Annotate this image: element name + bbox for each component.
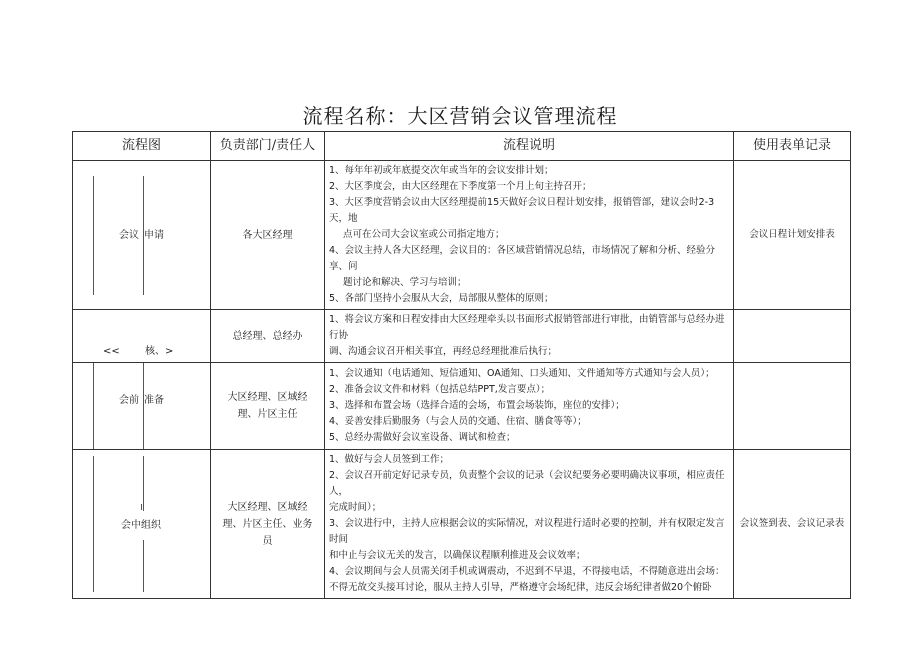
desc-cell bbox=[325, 310, 734, 363]
desc-line: 点可在公司大会议室或公司指定地方； bbox=[343, 229, 505, 240]
flow-line bbox=[93, 176, 94, 295]
flow-line bbox=[143, 540, 144, 592]
desc-cell bbox=[325, 450, 734, 599]
form-cell: 会议日程计划安排表 bbox=[734, 161, 851, 310]
desc-line: 2、准备会议文件和材料（包括总结PPT,发言要点）； bbox=[329, 384, 551, 395]
table-row bbox=[73, 310, 851, 363]
desc-cell bbox=[325, 161, 734, 310]
table-row bbox=[73, 450, 851, 599]
dept-cell: 总经理、总经办 bbox=[211, 310, 325, 363]
table-row bbox=[73, 363, 851, 450]
flow-label-prepare: 准备 bbox=[144, 395, 164, 406]
flow-line bbox=[143, 456, 144, 511]
desc-line: 4、会议期间与会人员需关闭手机或调震动，不迟到不早退，不得接电话，不得随意进出会场： bbox=[329, 566, 725, 577]
desc-line: 1、做好与会人员签到工作； bbox=[329, 454, 450, 465]
desc-line: 4、会议主持人各大区经理，会议目的：各区域营销情况总结，市场情况了解和分析、经验分享、问 bbox=[329, 245, 716, 272]
dept-cell: 大区经理、区域经理、片区主任 bbox=[211, 363, 325, 450]
table-row bbox=[73, 161, 851, 310]
flow-label-arrow: << bbox=[103, 345, 120, 357]
header-department: 负责部门/责任人 bbox=[211, 132, 325, 161]
flow-cell bbox=[73, 310, 211, 363]
desc-line: 1、将会议方案和日程安排由大区经理牵头以书面形式报销管部进行审批，由销管部与总经办进行协 bbox=[329, 314, 725, 341]
desc-line: 3、选择和布置会场（选择合适的会场，布置会场装饰，座位的安排）； bbox=[329, 400, 625, 411]
flow-tick bbox=[141, 504, 142, 510]
desc-line: 不得无故交头接耳讨论，服从主持人引导，严格遵守会场纪律，违反会场纪律者做20个俯卧 bbox=[329, 582, 712, 593]
desc-line: 1、每年年初或年底提交次年或当年的会议安排计划； bbox=[329, 165, 554, 176]
dept-cell: 大区经理、区域经理、片区主任、业务员 bbox=[211, 450, 325, 599]
desc-line: 3、会议进行中，主持人应根据会议的实际情况，对议程进行适时必要的控制，并有权限定发言时间 bbox=[329, 518, 725, 545]
flow-cell bbox=[73, 161, 211, 310]
dept-cell: 各大区经理 bbox=[211, 161, 325, 310]
header-description: 流程说明 bbox=[325, 132, 734, 161]
flow-cell bbox=[73, 363, 211, 450]
desc-line: 3、大区季度营销会议由大区经理提前15天做好会议日程计划安排，报销管部，建议会时2-3天，地 bbox=[329, 197, 715, 224]
flow-cell bbox=[73, 450, 211, 599]
flow-label-before: 会前 bbox=[119, 395, 139, 406]
desc-line: 2、会议召开前定好记录专员，负责整个会议的记录（会议纪要务必要明确决议事项，相应责任人， bbox=[329, 470, 725, 497]
desc-line: 1、会议通知（电话通知、短信通知、OA通知、口头通知、文件通知等方式通知与会人员）； bbox=[329, 368, 715, 379]
desc-line: 4、妥善安排后勤服务（与会人员的交通、住宿、膳食等等）； bbox=[329, 416, 587, 427]
page-title: 流程名称：大区营销会议管理流程 bbox=[302, 104, 618, 128]
desc-line: 2、大区季度会，由大区经理在下季度第一个月上旬主持召开； bbox=[329, 181, 592, 192]
flow-label-organize: 会中组织 bbox=[121, 520, 161, 531]
form-cell: 会议签到表、会议记录表 bbox=[734, 450, 851, 599]
desc-line: 和中止与会议无关的发言，以确保议程顺利推进及会议效率； bbox=[329, 550, 586, 561]
flow-line bbox=[93, 363, 94, 449]
flow-line bbox=[93, 456, 94, 592]
header-form: 使用表单记录 bbox=[734, 132, 851, 161]
form-cell bbox=[734, 310, 851, 363]
header-flow-chart: 流程图 bbox=[73, 132, 211, 161]
desc-line: 5、各部门坚持小会服从大会，局部服从整体的原则； bbox=[329, 293, 554, 304]
form-cell bbox=[734, 363, 851, 450]
flow-label-apply: 申请 bbox=[144, 229, 164, 241]
desc-line: 5、总经办需做好会议室设备、调试和检查； bbox=[329, 432, 516, 443]
desc-line: 题讨论和解决、学习与培训； bbox=[343, 277, 467, 288]
desc-cell bbox=[325, 363, 734, 450]
desc-line: 完成时间）； bbox=[329, 502, 382, 513]
process-table bbox=[72, 131, 851, 599]
table-header-row bbox=[73, 132, 851, 161]
flow-label-review: 核、> bbox=[145, 345, 174, 357]
flow-label-meeting: 会议 bbox=[119, 229, 139, 241]
desc-line: 调、沟通会议召开相关事宜，再经总经理批准后执行； bbox=[329, 346, 558, 357]
